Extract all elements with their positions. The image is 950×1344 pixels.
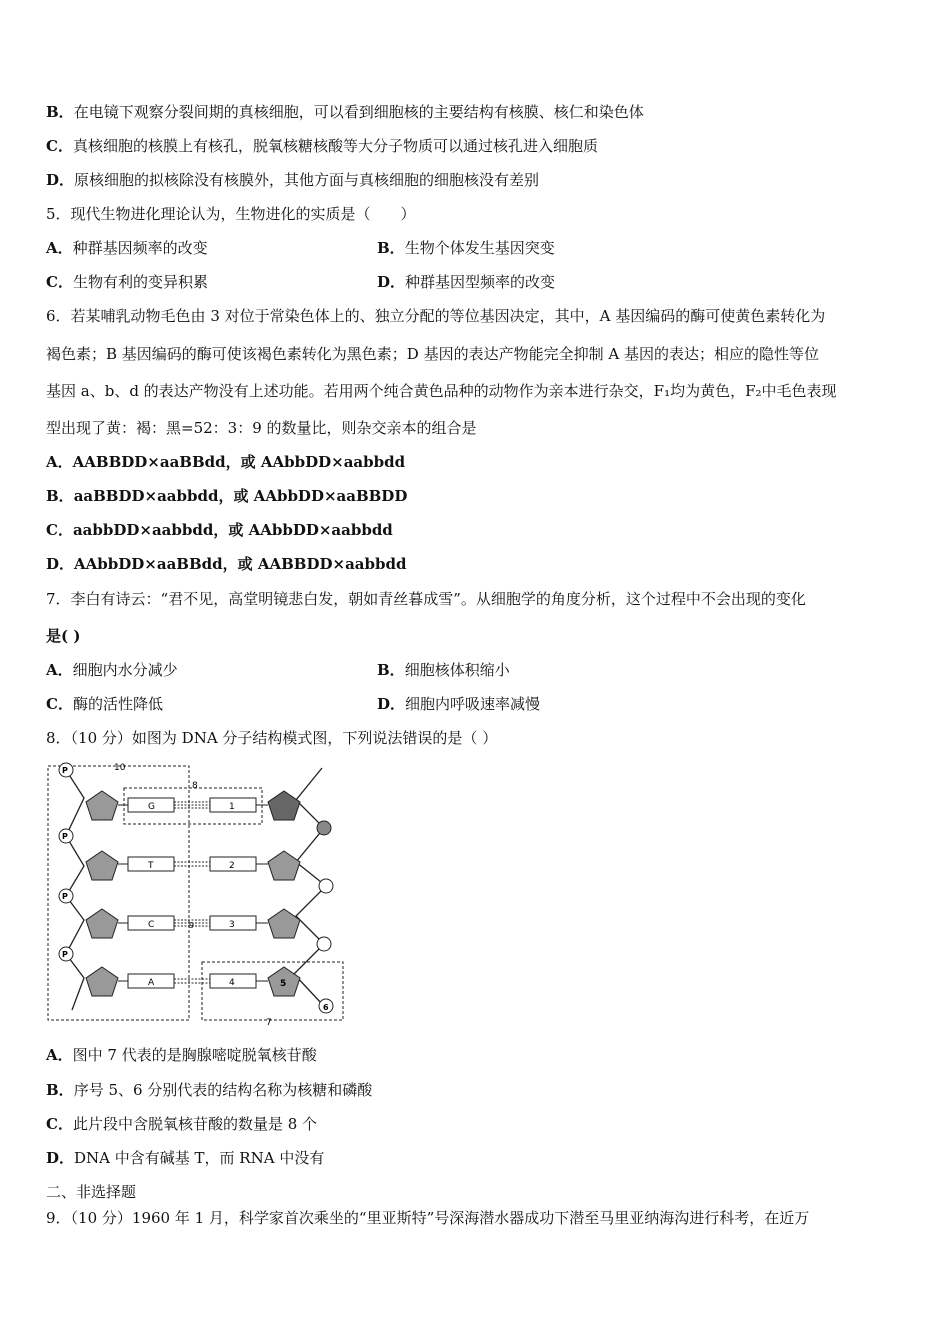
right-phosphate-1	[317, 821, 331, 835]
q4-option-d: D．原核细胞的拟核除没有核膜外，其他方面与真核细胞的细胞核没有差别	[46, 171, 540, 189]
q6-option-a: A．AABBDD×aaBBdd，或 AAbbDD×aabbdd	[46, 453, 406, 471]
sugar-pentagon	[86, 909, 118, 938]
q6-stem-line2: 褐色素；B 基因编码的酶可使该褐色素转化为黑色素；D 基因的表达产物能完全抑制 A 基因的表达；相应的隐性等位	[46, 345, 819, 363]
q4-option-c: C．真核细胞的核膜上有核孔，脱氧核糖核酸等大分子物质可以通过核孔进入细胞质	[46, 137, 598, 155]
sugar-pentagon	[86, 791, 118, 820]
sugar-pentagon	[268, 851, 300, 880]
q5-option-a: A．种群基因频率的改变	[46, 239, 208, 257]
left-bases	[128, 798, 174, 988]
q9-stem: 9．（10 分）1960 年 1 月，科学家首次乘坐的“里亚斯特”号深海潜水器成功下潜至马里亚纳海沟进行科考，在近万	[46, 1209, 810, 1227]
q7-option-d: D．细胞内呼吸速率减慢	[377, 695, 541, 713]
phosphate-label: P	[62, 950, 68, 959]
q4-option-b: B．在电镜下观察分裂间期的真核细胞，可以看到细胞核的主要结构有核膜、核仁和染色体	[46, 103, 644, 121]
dna-structure-diagram	[44, 758, 349, 1026]
right-bases	[210, 798, 256, 988]
base-a: A	[148, 978, 155, 988]
q7-option-a: A．细胞内水分减少	[46, 661, 178, 679]
phosphate-label: P	[62, 892, 68, 901]
base-4: 4	[229, 978, 235, 988]
base-t: T	[148, 861, 154, 871]
label-7: 7	[266, 1018, 272, 1026]
base-c: C	[148, 920, 155, 930]
q7-stem-line2: 是( )	[46, 627, 81, 645]
left-sugars	[86, 791, 118, 996]
base-g: G	[148, 802, 155, 812]
right-phosphate-2	[319, 879, 333, 893]
rungs	[118, 805, 268, 981]
q5-option-d: D．种群基因型频率的改变	[377, 273, 556, 291]
right-phosphate-3	[317, 937, 331, 951]
q6-stem-line1: 6．若某哺乳动物毛色由 3 对位于常染色体上的、独立分配的等位基因决定，其中，A 基因编码的酶可使黄色素转化为	[46, 307, 826, 325]
q5-stem: 5．现代生物进化理论认为，生物进化的实质是（ ）	[46, 205, 416, 223]
q6-option-c: C．aabbDD×aabbdd，或 AAbbDD×aabbdd	[46, 521, 393, 539]
q6-stem-line3: 基因 a、b、d 的表达产物没有上述功能。若用两个纯合黄色品种的动物作为亲本进行杂交，F₁均为黄色，F₂中毛色表现	[46, 382, 837, 400]
sugar-pentagon	[268, 909, 300, 938]
q6-option-d: D．AAbbDD×aaBBdd，或 AABBDD×aabbdd	[46, 555, 407, 573]
q8-option-a: A．图中 7 代表的是胸腺嘧啶脱氧核苷酸	[46, 1046, 317, 1064]
base-3: 3	[229, 920, 235, 930]
base-1: 1	[229, 802, 235, 812]
phosphate-label: P	[62, 766, 68, 775]
hydrogen-bonds	[174, 802, 210, 983]
q6-option-b: B．aaBBDD×aabbdd，或 AAbbDD×aaBBDD	[46, 487, 408, 505]
q8-option-b: B．序号 5、6 分别代表的结构名称为核糖和磷酸	[46, 1081, 373, 1099]
label-6: 6	[323, 1003, 329, 1012]
label-8: 8	[192, 781, 198, 791]
right-sugars	[268, 791, 300, 996]
label-5: 5	[280, 979, 287, 989]
q6-stem-line4: 型出现了黄：褐：黑=52：3：9 的数量比，则杂交亲本的组合是	[46, 419, 477, 437]
sugar-pentagon	[86, 967, 118, 996]
phosphate-label: P	[62, 832, 68, 841]
section-2-title: 二、非选择题	[46, 1183, 137, 1201]
sugar-pentagon	[268, 791, 300, 820]
q7-stem-line1: 7．李白有诗云：“君不见，高堂明镜悲白发，朝如青丝暮成雪”。从细胞学的角度分析，这个过程中不会出现的变化	[46, 590, 806, 608]
label-9: 9	[189, 921, 195, 930]
q8-option-d: D．DNA 中含有碱基 T，而 RNA 中没有	[46, 1149, 325, 1167]
q7-option-b: B．细胞核体积缩小	[377, 661, 510, 679]
q8-stem: 8．（10 分）如图为 DNA 分子结构模式图，下列说法错误的是（ ）	[46, 729, 498, 747]
q5-option-b: B．生物个体发生基因突变	[377, 239, 555, 257]
sugar-pentagon	[86, 851, 118, 880]
left-phosphates	[59, 763, 73, 961]
label-10: 10	[114, 763, 126, 773]
q5-option-c: C．生物有利的变异积累	[46, 273, 208, 291]
base-2: 2	[229, 861, 235, 871]
q7-option-c: C．酶的活性降低	[46, 695, 163, 713]
q8-option-c: C．此片段中含脱氧核苷酸的数量是 8 个	[46, 1115, 318, 1133]
